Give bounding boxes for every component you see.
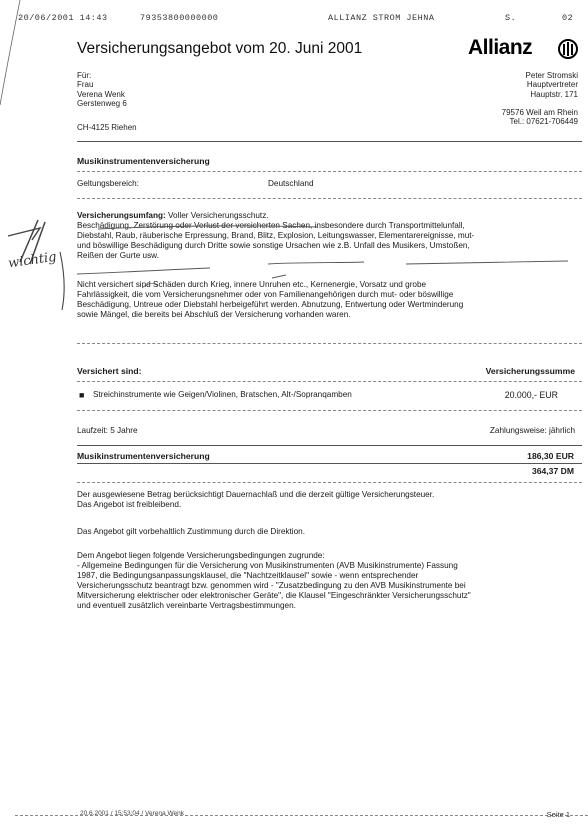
agent-line: Tel.: 07621-706449: [509, 117, 578, 127]
fax-date-time: 20/06/2001 14:43: [18, 13, 108, 23]
section-title: Musikinstrumentenversicherung: [77, 156, 210, 166]
total-dm: 364,37 DM: [531, 466, 574, 476]
scope-label: Geltungsbereich:: [77, 179, 139, 188]
note-line: Der ausgewiesene Betrag berücksichtigt Dauernachlaß und die derzeit gültige Versicherungsteuer.: [77, 490, 435, 499]
insured-amount: 20.000,- EUR: [504, 390, 558, 400]
fax-page-number: 02: [562, 13, 574, 23]
agent-line: 79576 Weil am Rhein: [501, 108, 578, 118]
coverage-line: Beschädigung, Zerstörung oder Verlust der versicherten Sachen, insbesondere durch Transportmittelunfall,: [77, 221, 465, 230]
fax-number: 79353800000000: [140, 13, 219, 23]
insured-header: Versichert sind:: [77, 366, 142, 376]
recipient-line: Für:: [77, 71, 92, 80]
condition-line: und eventuell zusätzlich vereinbarte Vertragsbestimmungen.: [77, 601, 296, 610]
coverage-line: Diebstahl, Raub, räuberische Erpressung, Brand, Blitz, Explosion, Leitungswasser, Elementarereignisse, mut-: [77, 231, 475, 240]
agent-line: Hauptstr. 171: [530, 89, 578, 99]
logo-wordmark: Allianz: [468, 36, 533, 59]
conditions-intro: Dem Angebot liegen folgende Versicherungsbedingungen zugrunde:: [77, 551, 325, 560]
footer-page: Seite 1: [546, 810, 570, 819]
recipient-line: Verena Wenk: [77, 89, 125, 99]
fax-sender: ALLIANZ STROM JEHNA: [328, 13, 435, 23]
condition-line: 1987, die Bedingungsanpassungsklausel, die "Nachtzeitklausel" sowie - wenn entsprechender: [77, 571, 419, 580]
note-line: Das Angebot ist freibleibend.: [77, 500, 182, 509]
scope-value: Deutschland: [268, 179, 314, 188]
fax-page-label: S.: [505, 13, 517, 23]
recipient-line: Frau: [77, 80, 94, 90]
coverage-value: Voller Versicherungsschutz.: [165, 211, 269, 220]
exclusion-line: Beschädigung, Untreue oder Diebstahl herbeigeführt werden. Abnutzung, Entwertung oder Wertminderung: [77, 300, 464, 309]
agent-line: Hauptvertreter: [526, 80, 578, 90]
total-eur: 186,30 EUR: [527, 451, 574, 461]
exclusion-line: Nicht versichert sind Schäden durch Krieg, innere Unruhen etc., Kernenergie, Vorsatz und grobe: [77, 280, 427, 289]
recipient-line: Gerstenweg 6: [77, 98, 127, 108]
exclusion-line: sowie Mängel, die bereits bei Abschluß der Versicherung vorhanden waren.: [77, 310, 351, 319]
bullet-icon: ■: [79, 390, 85, 400]
payment-label: Zahlungsweise: jährlich: [489, 426, 575, 435]
condition-line: - Allgemeine Bedingungen für die Versicherung von Musikinstrumenten (AVB Musikinstrumente) Fassung: [77, 561, 458, 570]
total-label: Musikinstrumentenversicherung: [77, 451, 210, 461]
insured-item: Streichinstrumente wie Geigen/Violinen, Bratschen, Alt-/Sopranqamben: [93, 390, 352, 399]
condition-line: Versicherungsschutz beantragt bzw. genommen wird - "Zusatzbedingung zu den AVB Musikinstrumente bei: [77, 581, 466, 590]
coverage-label: Versicherungsumfang:: [77, 211, 166, 220]
footer-timestamp: 20.6.2001 / 15:53:04 / Verena Wenk: [80, 810, 184, 817]
condition-line: Mitversicherung elektrischer oder elektronischer Geräte", die Klausel "Eingeschränkter Versicherungsschutz": [77, 591, 471, 600]
approval-note: Das Angebot gilt vorbehaltlich Zustimmung durch die Direktion.: [77, 527, 305, 536]
document-title: Versicherungsangebot vom 20. Juni 2001: [77, 40, 363, 57]
agent-line: Peter Stromski: [525, 71, 578, 80]
handwritten-note: wichtig: [7, 249, 58, 272]
exclusion-line: Fahrlässigkeit, die vom Versicherungsnehmer oder von Familienangehörigen durch mut- oder böswillige: [77, 290, 454, 299]
insured-sum-header: Versicherungssumme: [485, 366, 575, 376]
recipient-line: CH-4125 Riehen: [77, 123, 137, 133]
term-label: Laufzeit: 5 Jahre: [77, 426, 138, 435]
coverage-line: und böswillige Beschädigung durch Dritte sowie sonstige Ursachen wie z.B. Unfall des Musikers, Umstoßen,: [77, 241, 470, 250]
coverage-line: Reißen der Gurte usw.: [77, 251, 159, 260]
